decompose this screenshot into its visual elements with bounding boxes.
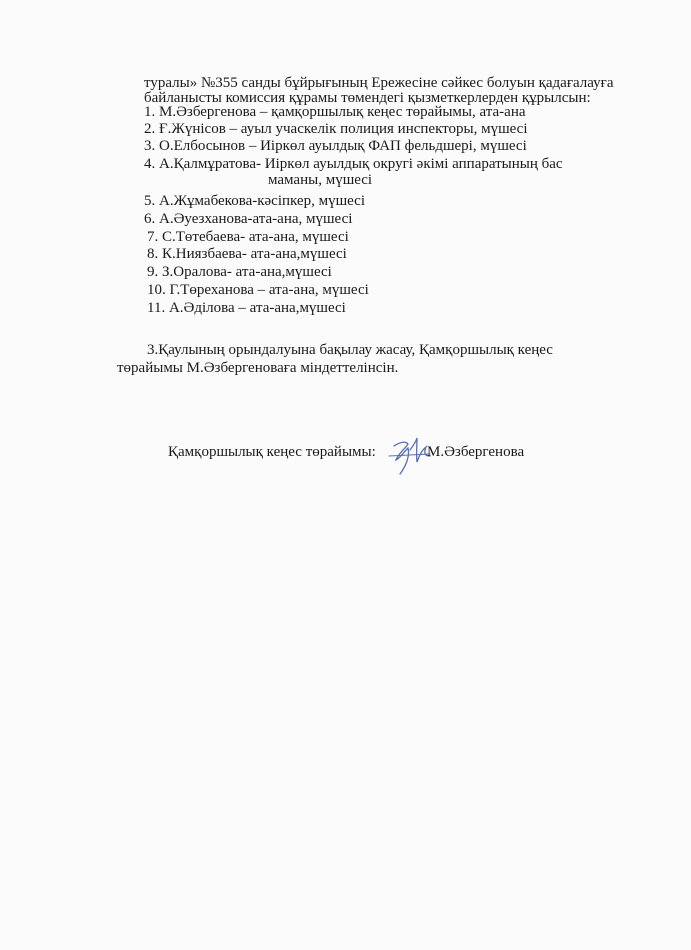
member-item-6: 6. А.Әуезханова-ата-ана, мүшесі bbox=[144, 211, 353, 227]
clause-3-line-1: 3.Қаулының орындалуына бақылау жасау, Қамқоршылық кеңес bbox=[147, 342, 553, 358]
member-item-4: 4. А.Қалмұратова- Иіркөл ауылдық округі әкімі аппаратының бас bbox=[144, 156, 563, 172]
intro-line-2: байланысты комиссия құрамы төмендегі қызметкерлерден құрылсын: bbox=[144, 90, 591, 106]
member-item-9: 9. З.Оралова- ата-ана,мүшесі bbox=[147, 264, 332, 280]
member-item-3: 3. О.Елбосынов – Иіркөл ауылдық ФАП фельдшері, мүшесі bbox=[144, 138, 527, 154]
intro-line-1: туралы» №355 санды бұйрығының Ережесіне сәйкес болуын қадағалауға bbox=[144, 75, 614, 91]
signatory-name: М.Әзбергенова bbox=[427, 444, 525, 460]
clause-3-line-2: төрайымы М.Әзбергеноваға міндеттелінсін. bbox=[117, 360, 399, 376]
signature-label: Қамқоршылық кеңес төрайымы: bbox=[168, 444, 376, 460]
member-item-4-continuation: маманы, мүшесі bbox=[268, 172, 373, 188]
member-item-5: 5. А.Жұмабекова-кәсіпкер, мүшесі bbox=[144, 193, 365, 209]
member-item-11: 11. А.Әділова – ата-ана,мүшесі bbox=[147, 300, 346, 316]
member-item-2: 2. Ғ.Жүнісов – ауыл учаскелік полиция инспекторы, мүшесі bbox=[144, 121, 528, 137]
member-item-7: 7. С.Төтебаева- ата-ана, мүшесі bbox=[147, 229, 349, 245]
member-item-1: 1. М.Әзбергенова – қамқоршылық кеңес төрайымы, ата-ана bbox=[144, 104, 526, 120]
member-item-8: 8. К.Ниязбаева- ата-ана,мүшесі bbox=[147, 246, 347, 262]
member-item-10: 10. Г.Төреханова – ата-ана, мүшесі bbox=[147, 282, 369, 298]
